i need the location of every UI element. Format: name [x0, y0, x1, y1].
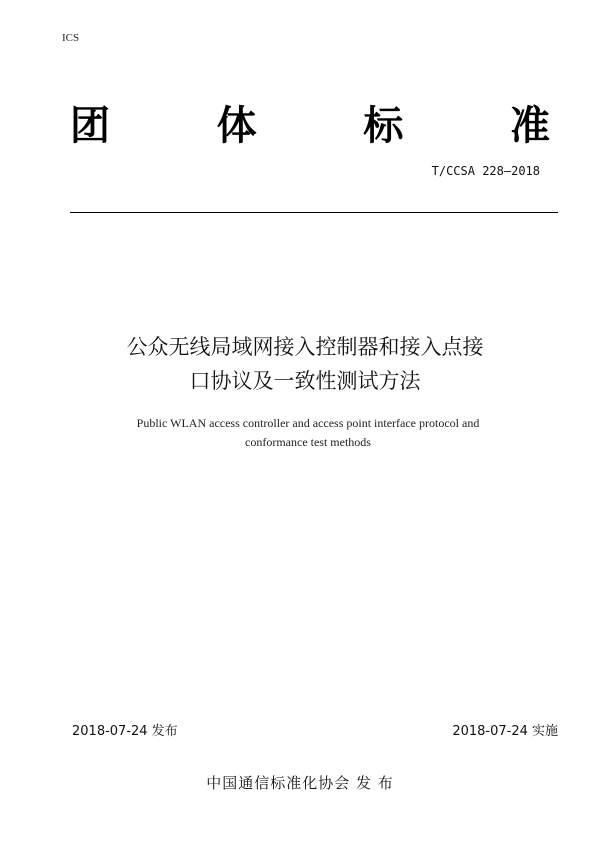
standard-type-char: 准 — [509, 103, 550, 149]
english-title-line-1: Public WLAN access controller and access point interface protocol and — [136, 416, 480, 430]
ics-label: ICS — [62, 32, 80, 44]
standard-type-char: 体 — [216, 103, 257, 149]
publish-date: 2018-07-24 发布 — [72, 724, 178, 739]
standard-type-char: 团 — [70, 103, 110, 149]
chinese-title — [70, 330, 540, 398]
chinese-title-line-1: 公众无线局域网接入控制器和接入点接 — [126, 335, 484, 359]
header-divider — [70, 212, 558, 213]
implementation-date: 2018-07-24 实施 — [452, 724, 558, 739]
english-title — [80, 414, 536, 452]
standard-type-char: 标 — [363, 103, 404, 149]
publisher: 中国通信标准化协会 发 布 — [206, 774, 394, 792]
standard-code: T/CCSA 228—2018 — [431, 164, 540, 178]
chinese-title-line-2: 口协议及一致性测试方法 — [189, 369, 421, 393]
standard-type-heading — [70, 100, 550, 152]
english-title-line-2: conformance test methods — [245, 435, 371, 449]
